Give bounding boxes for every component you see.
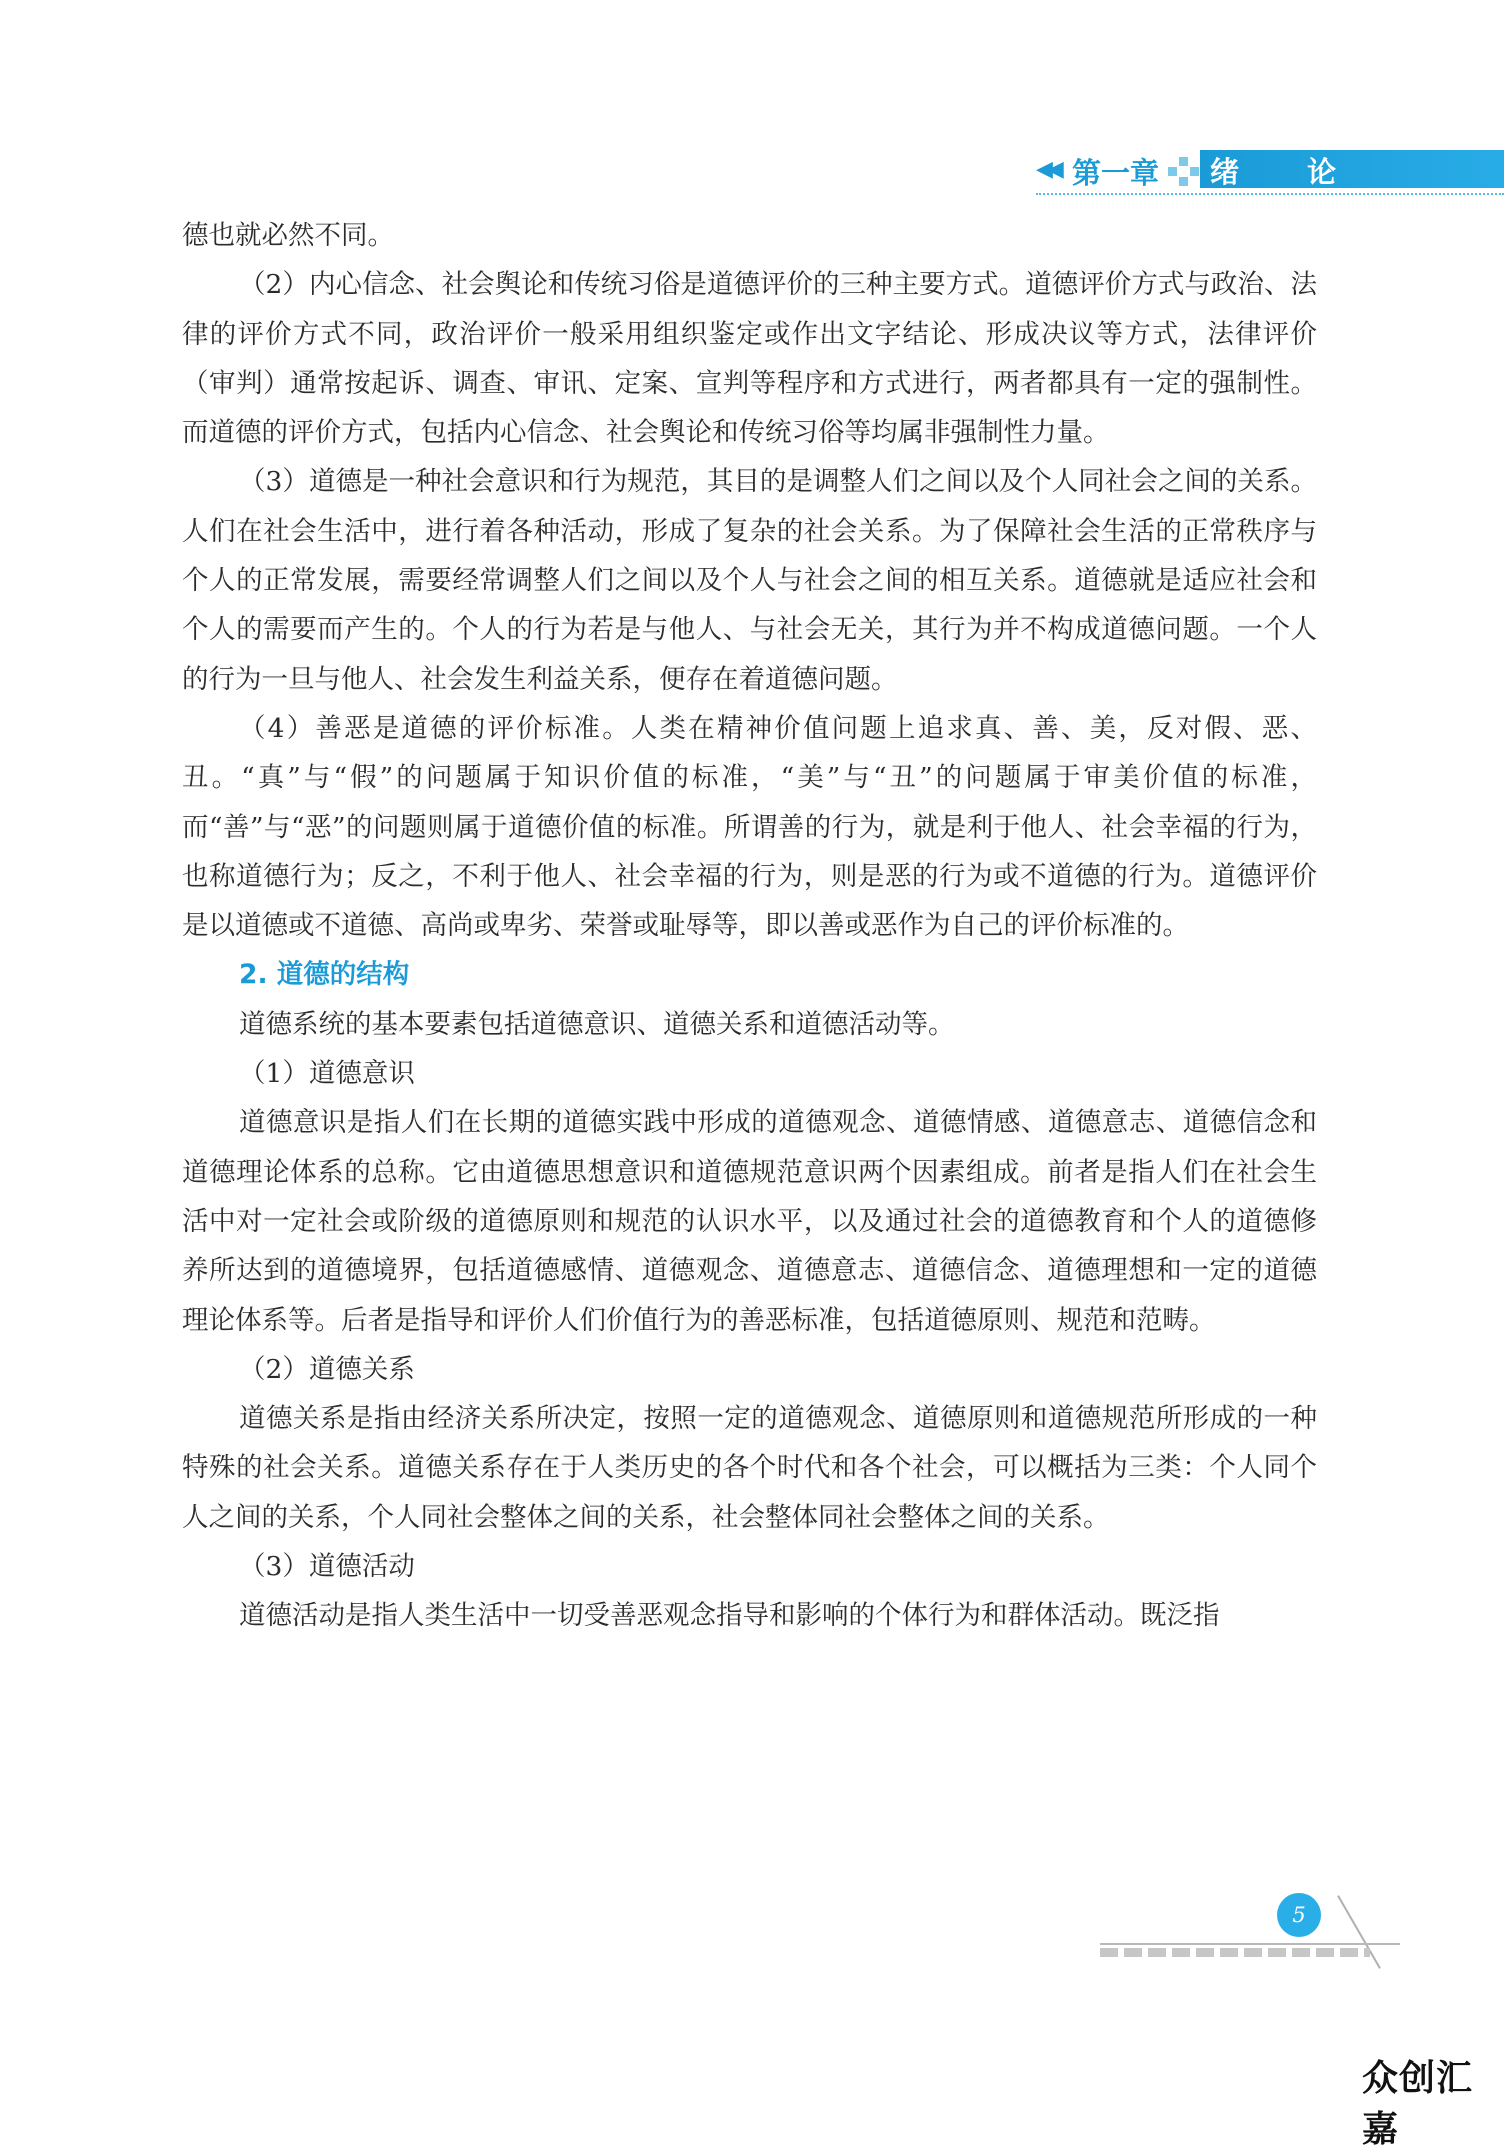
chapter-title: 绪论 [1210,155,1405,189]
footer-dash-decoration [1100,1948,1370,1957]
footer-diagonal-decoration [1337,1895,1381,1969]
footer-rule [1100,1943,1400,1945]
double-left-arrow-icon: ◀◀ [1036,157,1058,182]
chapter-header [1036,147,1504,199]
section-heading: 2. 道德的结构 [239,959,410,991]
paragraph: 道德活动是指人类生活中一切受善恶观念指导和影响的个体行为和群体活动。既泛指 [239,1600,1220,1632]
paragraph: （4）善恶是道德的评价标准。人类在精神价值问题上追求真、善、美，反对假、恶、丑。“真”与“假”的问题属于知识价值的标准，“美”与“丑”的问题属于审美价值的标准，而“善”与“恶”的问题则属于道德价值的标准。所谓善的行为，就是利于他人、社会幸福的行为，也称道德行为；反之，不利于他人、社会幸福的行为，则是恶的行为或不道德的行为。道德评价是以道德或不道德、高尚或卑劣、荣誉或耻辱等，即以善或恶作为自己的评价标准的。 [182,712,1317,942]
paragraph: （2）内心信念、社会舆论和传统习俗是道德评价的三种主要方式。道德评价方式与政治、法律的评价方式不同，政治评价一般采用组织鉴定或作出文字结论、形成决议等方式，法律评价（审判）通常按起诉、调查、审讯、定案、宣判等程序和方式进行，两者都具有一定的强制性。而道德的评价方式，包括内心信念、社会舆论和传统习俗等均属非强制性力量。 [182,269,1317,449]
paragraph: 道德关系是指由经济关系所决定，按照一定的道德观念、道德原则和道德规范所形成的一种特殊的社会关系。道德关系存在于人类历史的各个时代和各个社会，可以概括为三类：个人同个人之间的关系，个人同社会整体之间的关系，社会整体同社会整体之间的关系。 [182,1403,1317,1533]
paragraph: （3）道德是一种社会意识和行为规范，其目的是调整人们之间以及个人同社会之间的关系。人们在社会生活中，进行着各种活动，形成了复杂的社会关系。为了保障社会生活的正常秩序与个人的正常发展，需要经常调整人们之间以及个人与社会之间的相互关系。道德就是适应社会和个人的需要而产生的。个人的行为若是与他人、与社会无关，其行为并不构成道德问题。一个人的行为一旦与他人、社会发生利益关系，便存在着道德问题。 [182,466,1317,695]
paragraph: 道德系统的基本要素包括道德意识、道德关系和道德活动等。 [239,1008,955,1040]
chapter-label: 第一章 [1072,156,1160,190]
subheading: （3）道德活动 [239,1551,415,1583]
page-number: 5 [1277,1893,1321,1937]
subheading: （2）道德关系 [239,1353,415,1385]
page-body [182,211,1317,1641]
header-dotted-rule [1036,193,1504,195]
subheading: （1）道德意识 [239,1058,415,1090]
watermark-logo: 众创汇嘉 [1362,2058,1474,2150]
paragraph: 德也就必然不同。 [182,220,394,251]
paragraph: 道德意识是指人们在长期的道德实践中形成的道德观念、道德情感、道德意志、道德信念和道德理论体系的总称。它由道德思想意识和道德规范意识两个因素组成。前者是指人们在社会生活中对一定社会或阶级的道德原则和规范的认识水平，以及通过社会的道德教育和个人的道德修养所达到的道德境界，包括道德感情、道德观念、道德意志、道德信念、道德理想和一定的道德理论体系等。后者是指导和评价人们价值行为的善恶标准，包括道德原则、规范和范畴。 [182,1107,1317,1336]
